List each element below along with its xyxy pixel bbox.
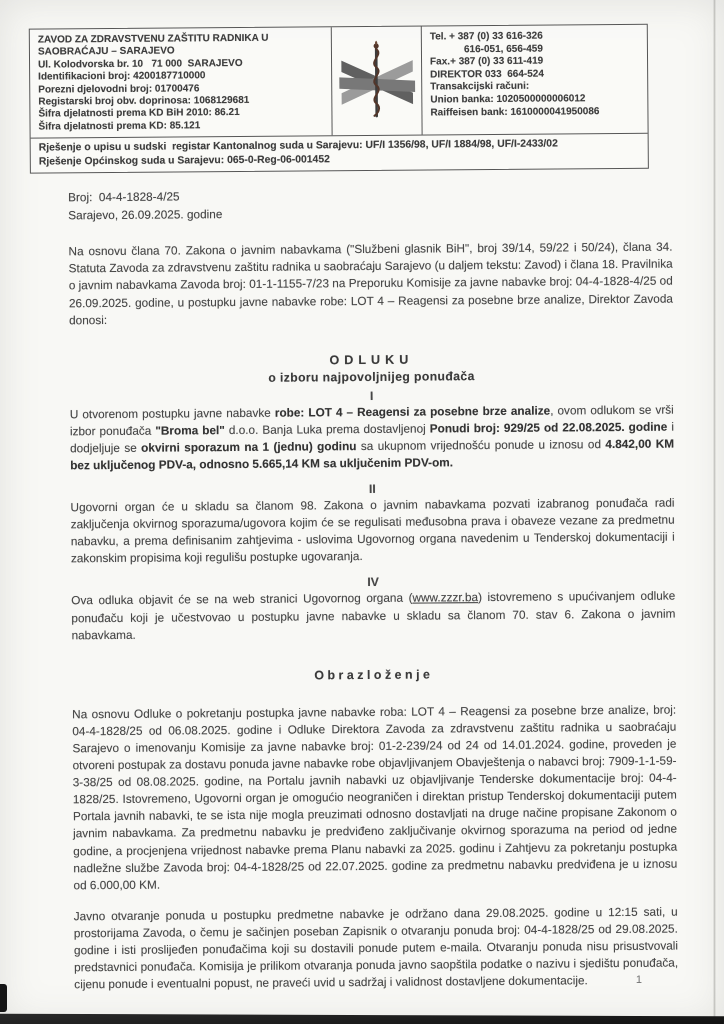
- caduceus-icon: [338, 40, 415, 123]
- letterhead: [29, 24, 649, 174]
- section-iv-paragraph: Ova odluka objavit će se na web stranici Ugovornog organa (www.zzzr.ba) istovremeno s upućivanjem odluke ponuđaču koji je učestvovao u postupku javne nabavke u skladu sa članom 70. stav 6. Zakona o javnim nabavkama.: [71, 589, 676, 642]
- intro-paragraph: Na osnovu člana 70. Zakona o javnim nabavkama ("Službeni glasnik BiH", broj 39/14, 59/22 i 50/24), člana 34. Statuta Zavoda za zdravstvenu zaštitu radnika u saobraćaju Sarajevo (u daljem tekstu: Zavod) i člana 18. Pravilnika o javnim nabavkama Zavoda broj: 01-1-1155-7/23 na Preporuku Komisije za javne nabavke broj: 04-4-1828-4/25 od 26.09.2025. godine, u postupku javne nabavke robe: LOT 4 – Reagensi za posebne brze analize, Direktor Zavoda donosi:: [68, 239, 673, 327]
- court-registry-block: [31, 133, 648, 173]
- org-tax-line: Porezni djelovodni broj: 01700476: [38, 82, 200, 96]
- org-activity-code-line: Šifra djelatnosti prema KD BiH 2010: 86.21: [38, 107, 240, 120]
- phone-line: 616-051, 656-459: [463, 43, 543, 55]
- phone-line: Tel. + 387 (0) 33 616-326: [429, 30, 543, 43]
- rationale-paragraph-1: Na osnovu Odluke o pokretanju postupka javne nabavke roba: LOT 4 – Reagensi za posebne brze analize, broj: 04-4-1828/25 od 06.08.2025. godine i Odluke Direktora Zavoda za zdravstvenu zaštitu radnika u saobraćaju Sarajevo o imenovanju Komisije za javne nabavke broj: 01-2-239/24 od 24 od 14.01.2024. godine, proveden je otvoreni postupak za dostavu ponuda javne nabavke robe objavljivanjem Obavještenja o nabavci broj: 7909-1-1-59-3-38/25 od 08.08.2025. godine, na Portalu javnih nabavki uz objavljivanje Tenderske dokumentacije broj: 04-4-1828/25. Istovremeno, Ugovorni organ je omogućio neograničen i direktan pristup Tenderskoj dokumentaciji putem Portala javnih nabavki, te se ista nije mogla preuzimati odnosno dostavljati na druge načine propisane Zakonom o javnim nabavkama. Za predmetnu nabavku je predviđeno zaključivanje okvirnog sporazuma na period od jedne godine, a procjenjena vrijednost nabavke prema Planu nabavki za 2025. godinu i Zahtjevu za pokretanju postupka nadležne službe Zavoda broj: 04-4-1828/25 od 22.07.2025. godine za predmetnu nabavku predviđena je u iznosu od 6.000,00 KM.: [72, 702, 678, 892]
- decision-title: ODLUKU: [329, 352, 414, 367]
- bank-account-line: Union banka: 1020500000006012: [430, 93, 586, 106]
- scan-artifact: [0, 984, 7, 1012]
- org-name-line: SAOBRAĆAJU – SARAJEVO: [37, 45, 175, 58]
- org-address-line: Ul. Kolodvorska br. 10 71 000 SARAJEVO: [38, 57, 243, 71]
- scanner-bed-bar: [0, 1014, 724, 1024]
- section-ii-paragraph: Ugovorni organ će u skladu sa članom 98. Zakona o javnim nabavkama pozvati izabranog ponuđača radi zaključenja okvirnog sporazuma/ugovora kojim će se regulisati međusobna prava i obaveze vezane za predmetnu nabavku, a prema definisanim zahtjevima - uslovima Ugovornog organa navedenim u Tenderskoj dokumentaciji i zakonskim propisima koji regulišu postupke ugovaranja.: [70, 495, 675, 566]
- section-iv-label: IV: [367, 575, 379, 590]
- registry-line-1: Rješenje o upisu u sudski registar Kantonalnog suda u Sarajevu: UF/I 1356/98, UF/I 1884/98, UF/I-2433/02: [38, 138, 558, 154]
- section-ii-label: II: [368, 481, 376, 497]
- org-registry-number-line: Registarski broj obv. doprinosa: 1068129681: [38, 94, 250, 108]
- contact-block: [422, 25, 648, 135]
- director-phone-line: DIREKTOR 033 664-524: [430, 68, 544, 81]
- registry-line-2: Rješenje Općinskog suda u Sarajevu: 065-0-Reg-06-001452: [38, 154, 330, 168]
- section-i-paragraph: U otvorenom postupku javne nabavke robe: LOT 4 – Reagensi za posebne brze analize, ovom odlukom se vrši izbor ponuđača "Broma bel" d.o.o. Banja Luka prema dostavljenoj Ponudi broj: 929/25 od 22.08.2025. godine i dodjeljuje se okvirni sporazum na 1 (jednu) godinu sa ukupnom vrijednošću ponude u iznosu od 4.842,00 KM bez uključenog PDV-a, odnosno 5.665,14 KM sa uključenim PDV-om.: [69, 402, 675, 473]
- section-i-label: I: [369, 388, 374, 403]
- document-meta: [68, 185, 672, 225]
- accounts-label: Transakcijski računi:: [430, 81, 530, 93]
- page-number: 1: [635, 974, 642, 986]
- bank-account-line: Raiffeisen bank: 1610000041950086: [430, 105, 600, 119]
- org-id-line: Identifikacioni broj: 4200187710000: [38, 70, 206, 83]
- org-activity-code-line: Šifra djelatnosti prema KD: 85.121: [38, 120, 201, 133]
- page-edge-shadow: [713, 0, 716, 1024]
- logo-cell: [332, 27, 423, 136]
- org-name-line: ZAVOD ZA ZDRAVSTVENU ZAŠTITU RADNIKA U: [37, 32, 269, 46]
- document-number: Broj: 04-4-1828-4/25: [68, 189, 180, 205]
- rationale-title: Obrazloženje: [314, 667, 434, 683]
- place-and-date: Sarajevo, 26.09.2025. godine: [68, 206, 223, 223]
- decision-subtitle: o izboru najpovoljnijeg ponuđača: [268, 368, 475, 385]
- fax-line: Fax.+ 387 (0) 33 611-419: [429, 55, 544, 68]
- rationale-paragraph-2: Javno otvaranje ponuda u postupku predmetne nabavke je održano dana 29.08.2025. godine u 12:15 sati, u prostorijama Zavoda, o čemu je sačinjen poseban Zapisnik o otvaranju ponuda broj: 04-4-1828/25 od 29.08.2025. godine i isti proslijeđen ponuđačima koji su dostavili ponude putem e-maila. Otvaranju ponuda nisu prisustvovali predstavnici ponuđača. Komisija je prilikom otvaranja ponuda javno saopštila podatke o nazivu i sjedištu ponuđača, cijenu ponude i eventualni popust, ne praveći uvid u sadržaj i validnost dostavljene dokumentacije.: [73, 904, 679, 992]
- organization-block: [30, 27, 333, 138]
